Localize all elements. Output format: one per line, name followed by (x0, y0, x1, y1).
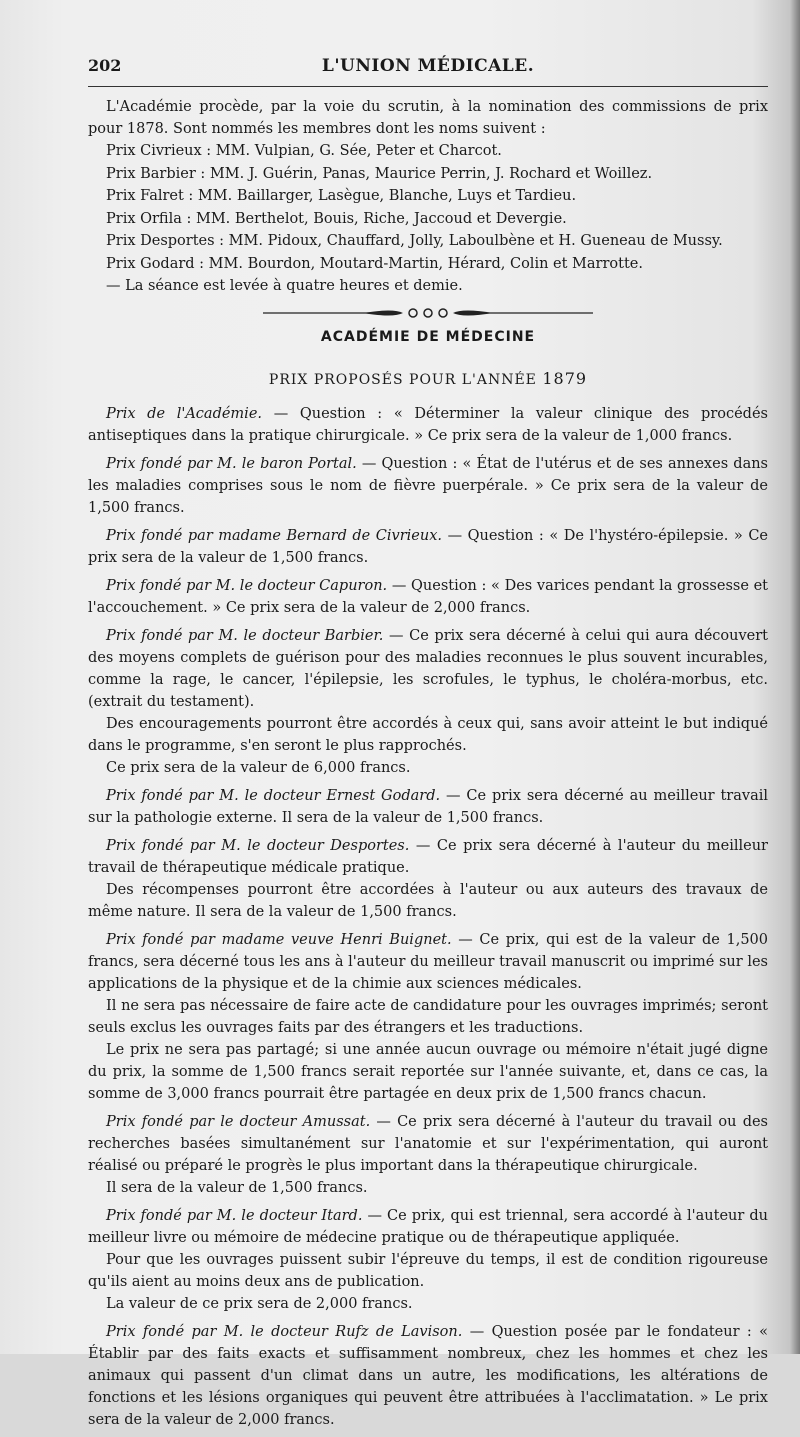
prize-paragraph (88, 525, 768, 569)
prize-entry (88, 575, 768, 619)
header-rule (88, 86, 768, 87)
prize-entry (88, 785, 768, 829)
prize-text: Ce prix sera de la valeur de 6,000 francs. (106, 759, 411, 776)
commission-item: Prix Godard : MM. Bourdon, Moutard-Martin, Hérard, Colin et Marrotte. (106, 255, 643, 272)
prize-text: — Question posée par le fondateur : « Établir par des faits exacts et suffisamment nombreux, chez les hommes et chez les animaux qui passent d'un climat dans un autre, les modifications, les altérations de fonctions et les lésions organiques qui peuvent être attribuées à l'acclimatation. » Le prix sera de la valeur de 2,000 francs. (88, 1323, 768, 1428)
commission-item: Prix Civrieux : MM. Vulpian, G. Sée, Peter et Charcot. (106, 143, 502, 159)
prize-text: — Question : « De l'hystéro-épilepsie. » Ce prix sera de la valeur de 1,500 francs. (88, 527, 768, 566)
prize-name: Prix fondé par le docteur Amussat. (106, 1113, 371, 1130)
prize-paragraph (88, 929, 768, 995)
commission-list (88, 140, 768, 298)
prize-paragraph (88, 1205, 768, 1249)
prize-text: — Question : « Des varices pendant la grossesse et l'accouchement. » Ce prix sera de la valeur de 2,000 francs. (88, 577, 768, 616)
prize-paragraph (88, 453, 768, 519)
prize-entry (88, 525, 768, 569)
prize-name: Prix fondé par M. le docteur Rufz de Lavison. (106, 1323, 463, 1340)
prize-text: — Ce prix sera décerné à l'auteur du travail ou des recherches basées simultanément sur l'anatomie et sur l'expérimentation, qui auront réalisé ou préparé le progrès le plus important dans la thérapeutique chirurgicale. (88, 1113, 768, 1174)
prize-entry (88, 625, 768, 779)
prize-continuation (88, 879, 768, 923)
prize-name: Prix fondé par M. le docteur Itard. (106, 1207, 363, 1224)
prize-paragraph (88, 575, 768, 619)
prize-continuation (88, 1249, 768, 1293)
prize-text: Le prix ne sera pas partagé; si une année aucun ouvrage ou mémoire n'était jugé digne du prix, la somme de 1,500 francs serait reportée sur l'année suivante, et, dans ce cas, la somme de 3,000 francs pourrait être partagée en deux prix de 1,500 francs chacun. (88, 1041, 768, 1102)
prize-text: — Ce prix, qui est de la valeur de 1,500 francs, sera décerné tous les ans à l'auteur du meilleur travail manuscrit ou imprimé sur les applications de la physique et de la chimie aux sciences médicales. (88, 931, 769, 992)
prize-text: Des récompenses pourront être accordées à l'auteur ou aux auteurs des travaux de même nature. Il sera de la valeur de 1,500 francs. (88, 881, 768, 920)
section-title: ACADÉMIE DE MÉDECINE (320, 328, 536, 345)
subsection-year: 1879 (542, 368, 588, 388)
prize-text: — Ce prix sera décerné à l'auteur du meilleur travail de thérapeutique médicale pratique. (88, 837, 768, 876)
prize-paragraph (88, 403, 768, 447)
prize-paragraph (88, 1321, 768, 1431)
page-spine-shadow (790, 0, 800, 1354)
prize-paragraph (88, 835, 768, 879)
commission-item: Prix Desportes : MM. Pidoux, Chauffard, Jolly, Laboulbène et H. Gueneau de Mussy. (106, 233, 723, 249)
prize-list (88, 403, 768, 1431)
prize-text: Il sera de la valeur de 1,500 francs. (106, 1179, 368, 1196)
prize-text: La valeur de ce prix sera de 2,000 francs. (106, 1295, 413, 1312)
prize-text: — Question : « Déterminer la valeur clinique des procédés antiseptiques dans la pratique chirurgicale. » Ce prix sera de la valeur de 1,000 francs. (88, 405, 768, 444)
prize-entry (88, 1111, 768, 1199)
prize-text: — Ce prix, qui est triennal, sera accordé à l'auteur du meilleur livre ou mémoire de médecine pratique ou de thérapeutique appliquée. (88, 1207, 768, 1246)
prize-name: Prix fondé par madame veuve Henri Buignet. (106, 931, 452, 948)
ornament-rule (253, 306, 603, 320)
page-number: 202 (88, 56, 122, 75)
prize-entry (88, 1321, 768, 1431)
running-title: L'UNION MÉDICALE. (321, 56, 535, 76)
intro-paragraph: L'Académie procède, par la voie du scrutin, à la nomination des commissions de prix pour 1878. Sont nommés les membres dont les noms suivent : (88, 99, 768, 137)
prize-entry (88, 403, 768, 447)
prize-text: — Question : « État de l'utérus et de ses annexes dans les maladies comprises sous le nom de fièvre puerpérale. » Ce prix sera de la valeur de 1,500 francs. (88, 455, 768, 516)
prize-name: Prix fondé par M. le docteur Desportes. (106, 837, 410, 854)
prize-entry (88, 1205, 768, 1315)
subsection-title (88, 368, 768, 391)
prize-text: — Ce prix sera décerné à celui qui aura découvert des moyens complets de guérison pour des maladies reconnues le plus souvent incurables, comme la rage, le cancer, l'épilepsie, les scrofules, le typhus, le choléra-morbus, etc. (extrait du testament). (88, 627, 769, 710)
prize-entry (88, 453, 768, 519)
subsection-label: PRIX PROPOSÉS POUR L'ANNÉE (268, 371, 537, 388)
prize-continuation (88, 757, 768, 779)
prize-paragraph (88, 785, 768, 829)
commission-item: Prix Barbier : MM. J. Guérin, Panas, Maurice Perrin, J. Rochard et Woillez. (106, 165, 653, 182)
prize-continuation (88, 1177, 768, 1199)
prize-entry (88, 929, 768, 1105)
prize-paragraph (88, 625, 768, 713)
article-body (88, 96, 768, 1437)
prize-name: Prix fondé par M. le docteur Capuron. (106, 577, 388, 594)
prize-name: Prix fondé par M. le docteur Ernest Godard. (106, 787, 441, 804)
prize-entry (88, 835, 768, 923)
page-header (88, 56, 768, 82)
commission-item: Prix Orfila : MM. Berthelot, Bouis, Riche, Jaccoud et Devergie. (106, 210, 567, 227)
commission-item: Prix Falret : MM. Baillarger, Lasègue, Blanche, Luys et Tardieu. (106, 188, 577, 204)
prize-text: Des encouragements pourront être accordés à ceux qui, sans avoir atteint le but indiqué dans le programme, s'en seront le plus rapprochés. (88, 715, 768, 754)
prize-continuation (88, 713, 768, 757)
prize-continuation (88, 995, 768, 1039)
prize-name: Prix fondé par madame Bernard de Civrieux. (106, 527, 443, 544)
prize-paragraph (88, 1111, 768, 1177)
prize-continuation (88, 1293, 768, 1315)
prize-name: Prix de l'Académie. (106, 405, 263, 422)
prize-name: Prix fondé par M. le baron Portal. (106, 455, 357, 472)
prize-text: — Ce prix sera décerné au meilleur travail sur la pathologie externe. Il sera de la valeur de 1,500 francs. (88, 787, 768, 826)
prize-text: Pour que les ouvrages puissent subir l'épreuve du temps, il est de condition rigoureuse qu'ils aient au moins deux ans de publication. (88, 1251, 768, 1290)
prize-continuation (88, 1039, 768, 1105)
seance-closing: — La séance est levée à quatre heures et demie. (106, 278, 463, 294)
prize-name: Prix fondé par M. le docteur Barbier. (106, 627, 384, 644)
prize-text: Il ne sera pas nécessaire de faire acte de candidature pour les ouvrages imprimés; seront seuls exclus les ouvrages faits par des étrangers et les traductions. (88, 997, 768, 1036)
